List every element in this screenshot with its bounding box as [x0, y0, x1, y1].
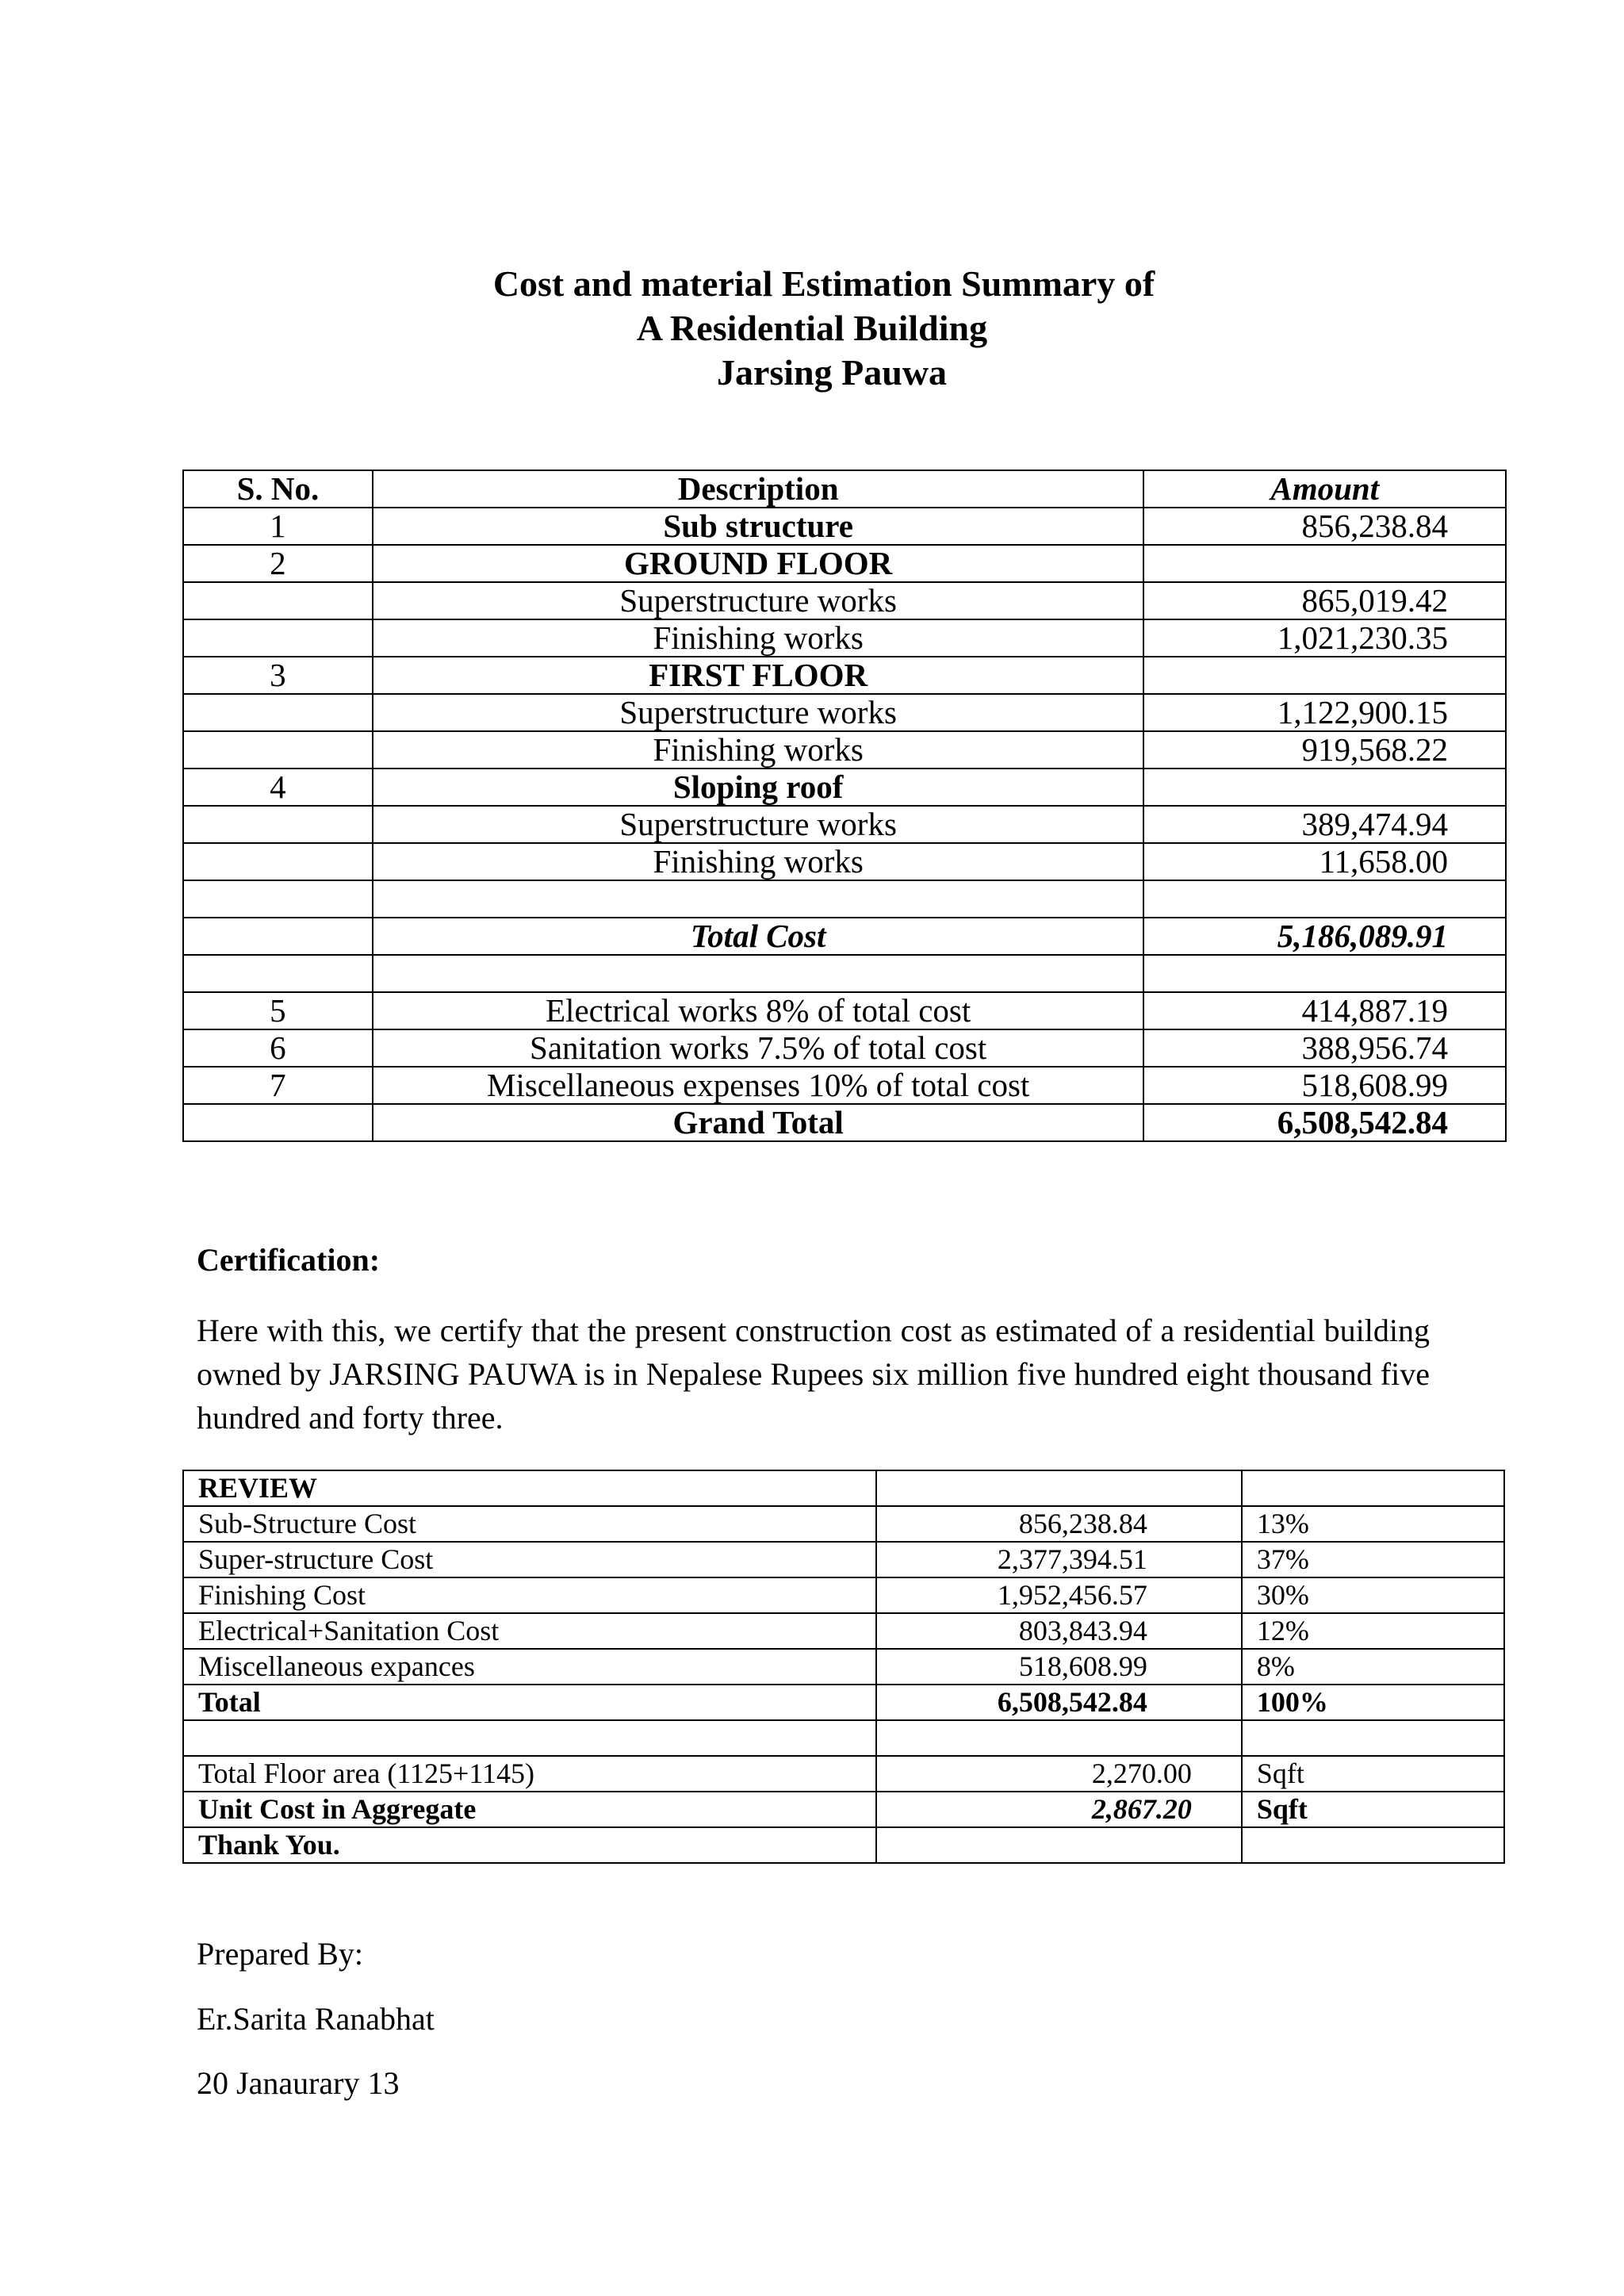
- review-label: Unit Cost in Aggregate: [183, 1792, 876, 1827]
- cell-sno: [183, 1104, 373, 1141]
- review-label: Sub-Structure Cost: [183, 1506, 876, 1542]
- unit-cost-row: [183, 1792, 1504, 1827]
- review-value: 2,867.20: [876, 1792, 1242, 1827]
- preparer-name: Er.Sarita Ranabhat: [197, 2001, 435, 2037]
- certification-heading: Certification:: [197, 1242, 381, 1278]
- review-value: 856,238.84: [876, 1506, 1242, 1542]
- cell-description: Finishing works: [373, 731, 1144, 769]
- table-row: [183, 1067, 1506, 1104]
- cell-description: FIRST FLOOR: [373, 657, 1144, 694]
- cell-amount: 389,474.94: [1143, 806, 1506, 843]
- header-description: Description: [373, 470, 1144, 508]
- cell-description: Miscellaneous expenses 10% of total cost: [373, 1067, 1144, 1104]
- review-row: [183, 1542, 1504, 1577]
- cell-description: Finishing works: [373, 843, 1144, 880]
- review-label: Total Floor area (1125+1145): [183, 1756, 876, 1792]
- review-label: Finishing Cost: [183, 1577, 876, 1613]
- review-value: 2,377,394.51: [876, 1542, 1242, 1577]
- cell-sno: 1: [183, 508, 373, 545]
- review-label: REVIEW: [183, 1470, 876, 1506]
- document-title: [0, 262, 1624, 395]
- table-row: [183, 694, 1506, 731]
- cell-description: Finishing works: [373, 619, 1144, 657]
- table-row: [183, 992, 1506, 1029]
- review-value: 2,270.00: [876, 1756, 1242, 1792]
- cell-description: GROUND FLOOR: [373, 545, 1144, 582]
- table-row: [183, 769, 1506, 806]
- title-line-2: A Residential Building: [636, 308, 988, 348]
- cell-amount: 865,019.42: [1143, 582, 1506, 619]
- review-value: 6,508,542.84: [876, 1685, 1242, 1720]
- review-percent: [1242, 1720, 1504, 1756]
- review-row: [183, 1577, 1504, 1613]
- cell-amount: 414,887.19: [1143, 992, 1506, 1029]
- review-row: [183, 1649, 1504, 1685]
- prepared-date: 20 Janaurary 13: [197, 2065, 400, 2101]
- review-percent: 13%: [1242, 1506, 1504, 1542]
- cell-description: Superstructure works: [373, 694, 1144, 731]
- review-unit: Sqft: [1242, 1792, 1504, 1827]
- table-row: [183, 1029, 1506, 1067]
- cell-sno: [183, 843, 373, 880]
- table-row: [183, 582, 1506, 619]
- table-row: [183, 731, 1506, 769]
- cell-sno: [183, 880, 373, 918]
- table-row: [183, 619, 1506, 657]
- review-label: [183, 1720, 876, 1756]
- review-header-row: [183, 1470, 1504, 1506]
- cost-summary-table: [182, 470, 1507, 1142]
- cell-amount: [1143, 880, 1506, 918]
- table-header-row: [183, 470, 1506, 508]
- review-percent: 100%: [1242, 1685, 1504, 1720]
- review-value: 803,843.94: [876, 1613, 1242, 1649]
- review-label: Electrical+Sanitation Cost: [183, 1613, 876, 1649]
- review-row: [183, 1506, 1504, 1542]
- grand-total-row: [183, 1104, 1506, 1141]
- table-row: [183, 657, 1506, 694]
- grand-total-amount: 6,508,542.84: [1143, 1104, 1506, 1141]
- floor-area-row: [183, 1756, 1504, 1792]
- thank-you-row: [183, 1827, 1504, 1863]
- prepared-by-label: Prepared By:: [197, 1936, 363, 1972]
- table-row: [183, 508, 1506, 545]
- cell-description: Sanitation works 7.5% of total cost: [373, 1029, 1144, 1067]
- review-value: 1,952,456.57: [876, 1577, 1242, 1613]
- review-value: 518,608.99: [876, 1649, 1242, 1685]
- review-row-empty: [183, 1720, 1504, 1756]
- cell-description: [373, 955, 1144, 992]
- cell-amount: [1143, 769, 1506, 806]
- review-label: Thank You.: [183, 1827, 876, 1863]
- cell-sno: [183, 806, 373, 843]
- review-percent: [1242, 1827, 1504, 1863]
- review-label: Super-structure Cost: [183, 1542, 876, 1577]
- review-table: [182, 1470, 1505, 1864]
- header-sno: S. No.: [183, 470, 373, 508]
- table-row-empty: [183, 955, 1506, 992]
- cell-amount: 919,568.22: [1143, 731, 1506, 769]
- review-value: [876, 1827, 1242, 1863]
- cell-description: Superstructure works: [373, 582, 1144, 619]
- review-row: [183, 1613, 1504, 1649]
- cell-description: Electrical works 8% of total cost: [373, 992, 1144, 1029]
- table-row: [183, 545, 1506, 582]
- cell-amount: 1,122,900.15: [1143, 694, 1506, 731]
- cell-amount: [1143, 955, 1506, 992]
- cell-amount: 518,608.99: [1143, 1067, 1506, 1104]
- review-percent: [1242, 1470, 1504, 1506]
- review-percent: 37%: [1242, 1542, 1504, 1577]
- table-row: [183, 843, 1506, 880]
- review-label: Miscellaneous expances: [183, 1649, 876, 1685]
- review-percent: 8%: [1242, 1649, 1504, 1685]
- total-cost-row: [183, 918, 1506, 955]
- total-cost-label: Total Cost: [373, 918, 1144, 955]
- review-total-row: [183, 1685, 1504, 1720]
- review-value: [876, 1470, 1242, 1506]
- review-unit: Sqft: [1242, 1756, 1504, 1792]
- cell-sno: 2: [183, 545, 373, 582]
- cell-amount: 11,658.00: [1143, 843, 1506, 880]
- cell-amount: 388,956.74: [1143, 1029, 1506, 1067]
- certification-text: Here with this, we certify that the present construction cost as estimated of a residential building owned by JARSING PAUWA is in Nepalese Rupees six million five hundred eight thousand five hundred and forty three.: [197, 1313, 1430, 1435]
- cell-sno: [183, 619, 373, 657]
- cell-amount: [1143, 545, 1506, 582]
- cell-sno: [183, 918, 373, 955]
- cell-sno: [183, 955, 373, 992]
- review-percent: 12%: [1242, 1613, 1504, 1649]
- grand-total-label: Grand Total: [373, 1104, 1144, 1141]
- table-row: [183, 806, 1506, 843]
- cell-sno: 6: [183, 1029, 373, 1067]
- cell-amount: 1,021,230.35: [1143, 619, 1506, 657]
- review-value: [876, 1720, 1242, 1756]
- review-percent: 30%: [1242, 1577, 1504, 1613]
- cell-description: Sloping roof: [373, 769, 1144, 806]
- review-label: Total: [183, 1685, 876, 1720]
- cell-description: Superstructure works: [373, 806, 1144, 843]
- cell-amount: 856,238.84: [1143, 508, 1506, 545]
- cell-amount: [1143, 657, 1506, 694]
- total-cost-amount: 5,186,089.91: [1143, 918, 1506, 955]
- table-row-empty: [183, 880, 1506, 918]
- cell-sno: [183, 582, 373, 619]
- cell-sno: 3: [183, 657, 373, 694]
- cell-sno: 5: [183, 992, 373, 1029]
- cell-sno: 4: [183, 769, 373, 806]
- title-line-1: Cost and material Estimation Summary of: [492, 263, 1155, 304]
- cell-sno: [183, 731, 373, 769]
- cell-sno: [183, 694, 373, 731]
- cell-description: [373, 880, 1144, 918]
- cell-sno: 7: [183, 1067, 373, 1104]
- cell-description: Sub structure: [373, 508, 1144, 545]
- header-amount: Amount: [1143, 470, 1506, 508]
- title-line-3: Jarsing Pauwa: [716, 352, 948, 393]
